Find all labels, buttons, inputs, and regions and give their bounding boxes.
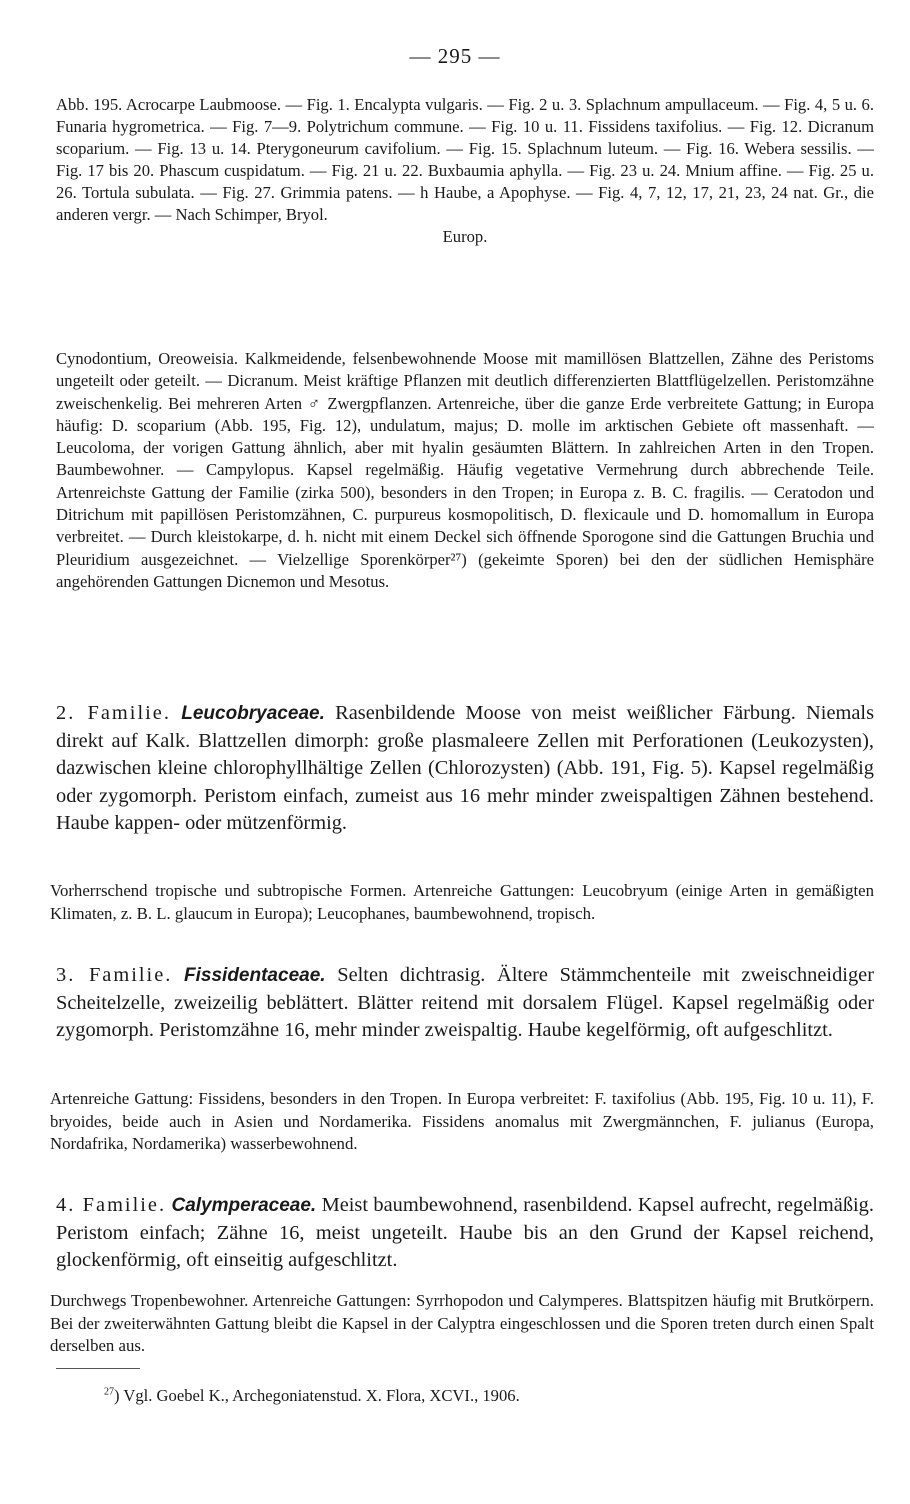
family-name: Leucobryaceae. [181, 703, 325, 724]
footnote [104, 1386, 520, 1406]
caption-text: Abb. 195. Acrocarpe Laubmoose. — Fig. 1. Encalypta vulgaris. — Fig. 2 u. 3. Splachnum ampullaceum. — Fig. 4, 5 u. 6. Funaria hygrometrica. — Fig. 7—9. Polytrichum commune. — Fig. 10 u. 11. Fissidens taxifolius. — Fig. 12. Dicranum scoparium. — Fig. 13 u. 14. Pterygoneurum cavifolium. — Fig. 15. Splachnum luteum. — Fig. 16. Webera sessilis. — Fig. 17 bis 20. Phascum cuspidatum. — Fig. 21 u. 22. Buxbaumia aphylla. — Fig. 23 u. 24. Mnium affine. — Fig. 25 u. 26. Tortula subulata. — Fig. 27. Grimmia patens. — h Haube, a Apophyse. — Fig. 4, 7, 12, 17, 21, 23, 24 nat. Gr., die anderen vergr. — Nach Schimper, Bryol. [56, 95, 874, 224]
family-description-text: Selten dichtrasig. Ältere Stämmchenteile mit zweischneidiger Scheitelzelle, zweizeilig beblättert. Blätter reitend mit dorsalem Flügel. Kapsel regelmäßig oder zygomorph. Peristomzähne 16, mehr minder zweispaltig. Haube kegelförmig, oft aufgeschlitzt. [56, 964, 874, 1042]
dicranaceae-genera-text: Cynodontium, Oreoweisia. Kalkmeidende, felsenbewohnende Moose mit mamillösen Blattzellen, Zähne des Peristoms ungeteilt oder geteilt. — Dicranum. Meist kräftige Pflanzen mit deutlich differenzierten Blattflügelzellen. Peristomzähne zweischenkelig. Bei mehreren Arten ♂ Zwergpflanzen. Artenreiche, über die ganze Erde verbreitete Gattung; in Europa häufig: D. scoparium (Abb. 195, Fig. 12), undulatum, majus; D. molle im arktischen Gebiete oft massenhaft. — Leucoloma, der vorigen Gattung ähnlich, aber mit hyalin gesäumten Blättern. In zahlreichen Arten in den Tropen. Baumbewohner. — Campylopus. Kapsel regelmäßig. Häufig vegetative Vermehrung durch abbrechende Teile. Artenreichste Gattung der Familie (zirka 500), besonders in den Tropen; in Europa z. B. C. fragilis. — Ceratodon und Ditrichum mit papillösen Peristomzähnen, C. purpureus kosmopolitisch, D. flexicaule und D. homomallum in Europa verbreitet. — Durch kleistokarpe, d. h. nicht mit einem Deckel sich öffnende Sporogone sind die Gattungen Bruchia und Pleuridium ausgezeichnet. — Vielzellige Sporenkörper²⁷) (gekeimte Sporen) bei den der südlichen Hemisphäre angehörenden Gattungen Dicnemon und Mesotus. [56, 349, 874, 591]
family-label: 2. Familie. [56, 702, 171, 724]
family-label: 3. Familie. [56, 964, 173, 986]
family-description-text: Rasenbildende Moose von meist weißlicher Färbung. Niemals direkt auf Kalk. Blattzellen dimorph: große plasmaleere Zellen mit Perforationen (Leukozysten), dazwischen kleine chlorophyllhältige Zellen (Chlorozysten) (Abb. 191, Fig. 5). Kapsel regelmäßig oder zygomorph. Peristom einfach, zumeist aus 16 mehr minder zweispaltigen Zähnen bestehend. Haube kappen- oder mützenförmig. [56, 702, 875, 835]
family-4-description [56, 1192, 874, 1275]
family-3-notes: Artenreiche Gattung: Fissidens, besonders in den Tropen. In Europa verbreitet: F. taxifolius (Abb. 195, Fig. 10 u. 11), F. bryoides, beide auch in Asien und Nordamerika. Fissidens anomalus mit Zwergmännchen, F. julianus (Europa, Nordafrika, Nordamerika) wasserbewohnend. [50, 1089, 874, 1154]
family-description-text: Meist baumbewohnend, rasenbildend. Kapsel aufrecht, regelmäßig. Peristom einfach; Zähne 16, meist ungeteilt. Haube bis an den Grund der Kapsel reichend, glockenförmig, oft einseitig aufgeschlitzt. [56, 1194, 874, 1272]
figure-caption [56, 94, 874, 248]
caption-text-end: Europ. [442, 227, 488, 246]
page-number: — 295 — [409, 44, 501, 68]
family-label: 4. Familie. [56, 1194, 167, 1216]
family-4-notes: Durchwegs Tropenbewohner. Artenreiche Gattungen: Syrrhopodon und Calymperes. Blattspitzen häufig mit Brutkörpern. Bei der zweiterwähnten Gattung bleibt die Kapsel in der Calyptra eingeschlossen und die Sporen treten durch einen Spalt derselben aus. [50, 1291, 874, 1356]
family-2-description [56, 700, 874, 838]
family-2-notes: Vorherrschend tropische und subtropische Formen. Artenreiche Gattungen: Leucobryum (einige Arten in gemäßigten Klimaten, z. B. L. glaucum in Europa); Leucophanes, baumbewohnend, tropisch. [50, 881, 874, 923]
family-3-description [56, 962, 874, 1045]
footnote-text: ) Vgl. Goebel K., Archegoniatenstud. X. Flora, XCVI., 1906. [114, 1386, 520, 1405]
footnote-marker: 27 [104, 1386, 114, 1398]
footnote-divider [56, 1368, 140, 1369]
family-name: Fissidentaceae. [184, 965, 326, 986]
family-name: Calymperaceae. [171, 1195, 317, 1216]
